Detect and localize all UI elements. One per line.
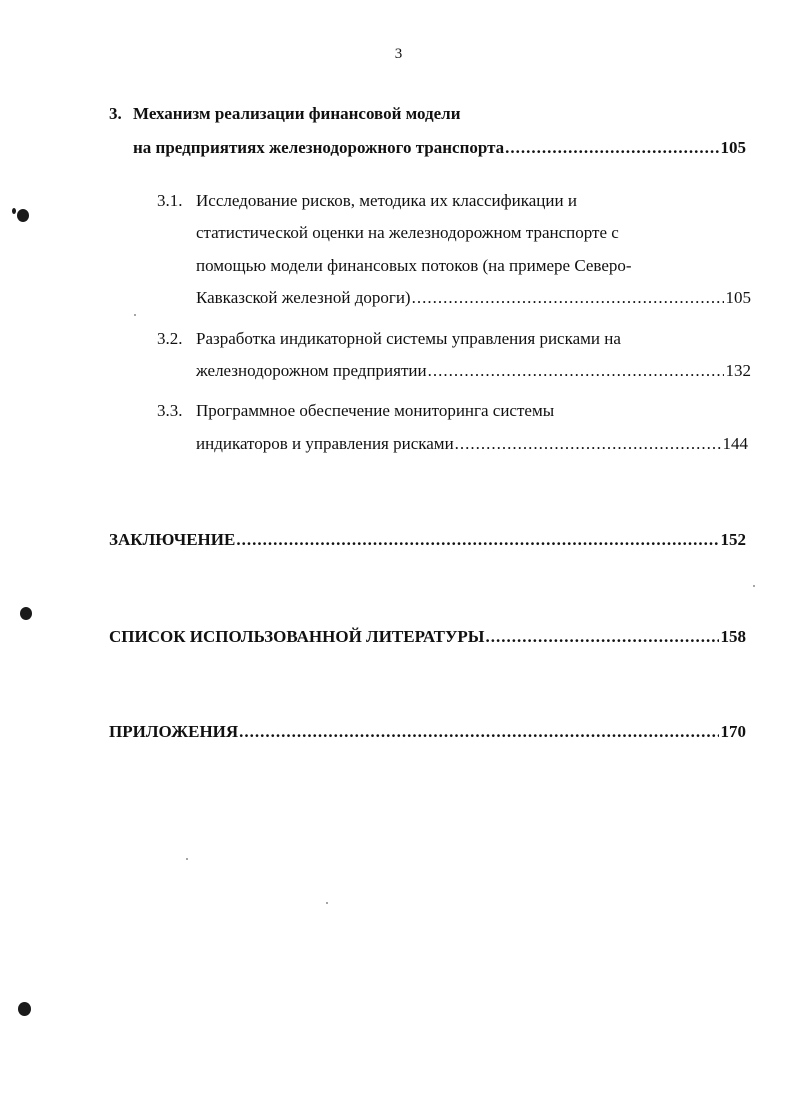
section-title-line: помощью модели финансовых потоков (на примере Северо- (196, 256, 632, 275)
section-number: 3.3. (157, 401, 183, 420)
punch-hole-mark (20, 607, 32, 620)
section-last-line (196, 361, 751, 381)
punch-hole-mark (12, 208, 16, 214)
punch-hole-mark (18, 1002, 31, 1016)
section-number: 3.2. (157, 329, 183, 348)
chapter-title-line-2 (133, 138, 746, 158)
toc-entry-references (109, 627, 746, 647)
section-page: 132 (725, 361, 751, 380)
chapter-title-text: на предприятиях железнодорожного транспорта (133, 138, 505, 157)
section-title-text: Кавказской железной дороги) (196, 288, 411, 307)
references-title: СПИСОК ИСПОЛЬЗОВАННОЙ ЛИТЕРАТУРЫ (109, 627, 485, 646)
section-title-text: железнодорожном предприятии (196, 361, 427, 380)
dot-leader (428, 361, 724, 381)
dot-leader (486, 627, 719, 647)
punch-hole-mark (17, 209, 29, 222)
scan-speck (186, 858, 188, 860)
appendices-page: 170 (720, 722, 746, 741)
dot-leader (236, 530, 718, 550)
section-last-line (196, 288, 751, 308)
section-page: 105 (725, 288, 751, 307)
chapter-page: 105 (720, 138, 746, 157)
references-page: 158 (720, 627, 746, 646)
section-title-text: индикаторов и управления рисками (196, 434, 454, 453)
scan-speck (753, 585, 755, 587)
chapter-number: 3. (109, 104, 122, 123)
section-title-line: статистической оценки на железнодорожном транспорте с (196, 223, 619, 242)
scan-speck (326, 902, 328, 904)
conclusion-page: 152 (720, 530, 746, 549)
scan-speck (134, 314, 136, 316)
dot-leader (412, 288, 724, 308)
section-title-line: Исследование рисков, методика их классификации и (196, 191, 577, 210)
section-title-line: Программное обеспечение мониторинга системы (196, 401, 555, 420)
page-number: 3 (394, 46, 403, 62)
conclusion-title: ЗАКЛЮЧЕНИЕ (109, 530, 236, 549)
dot-leader (505, 138, 718, 158)
appendices-title: ПРИЛОЖЕНИЯ (109, 722, 239, 741)
dot-leader (455, 434, 721, 454)
section-last-line (196, 434, 748, 454)
dot-leader (239, 722, 718, 742)
chapter-title-line-1: Механизм реализации финансовой модели (133, 104, 461, 123)
section-page: 144 (722, 434, 748, 453)
section-title-line: Разработка индикаторной системы управления рисками на (196, 329, 621, 348)
toc-entry-conclusion (109, 530, 746, 550)
toc-entry-appendices (109, 722, 746, 742)
section-number: 3.1. (157, 191, 183, 210)
